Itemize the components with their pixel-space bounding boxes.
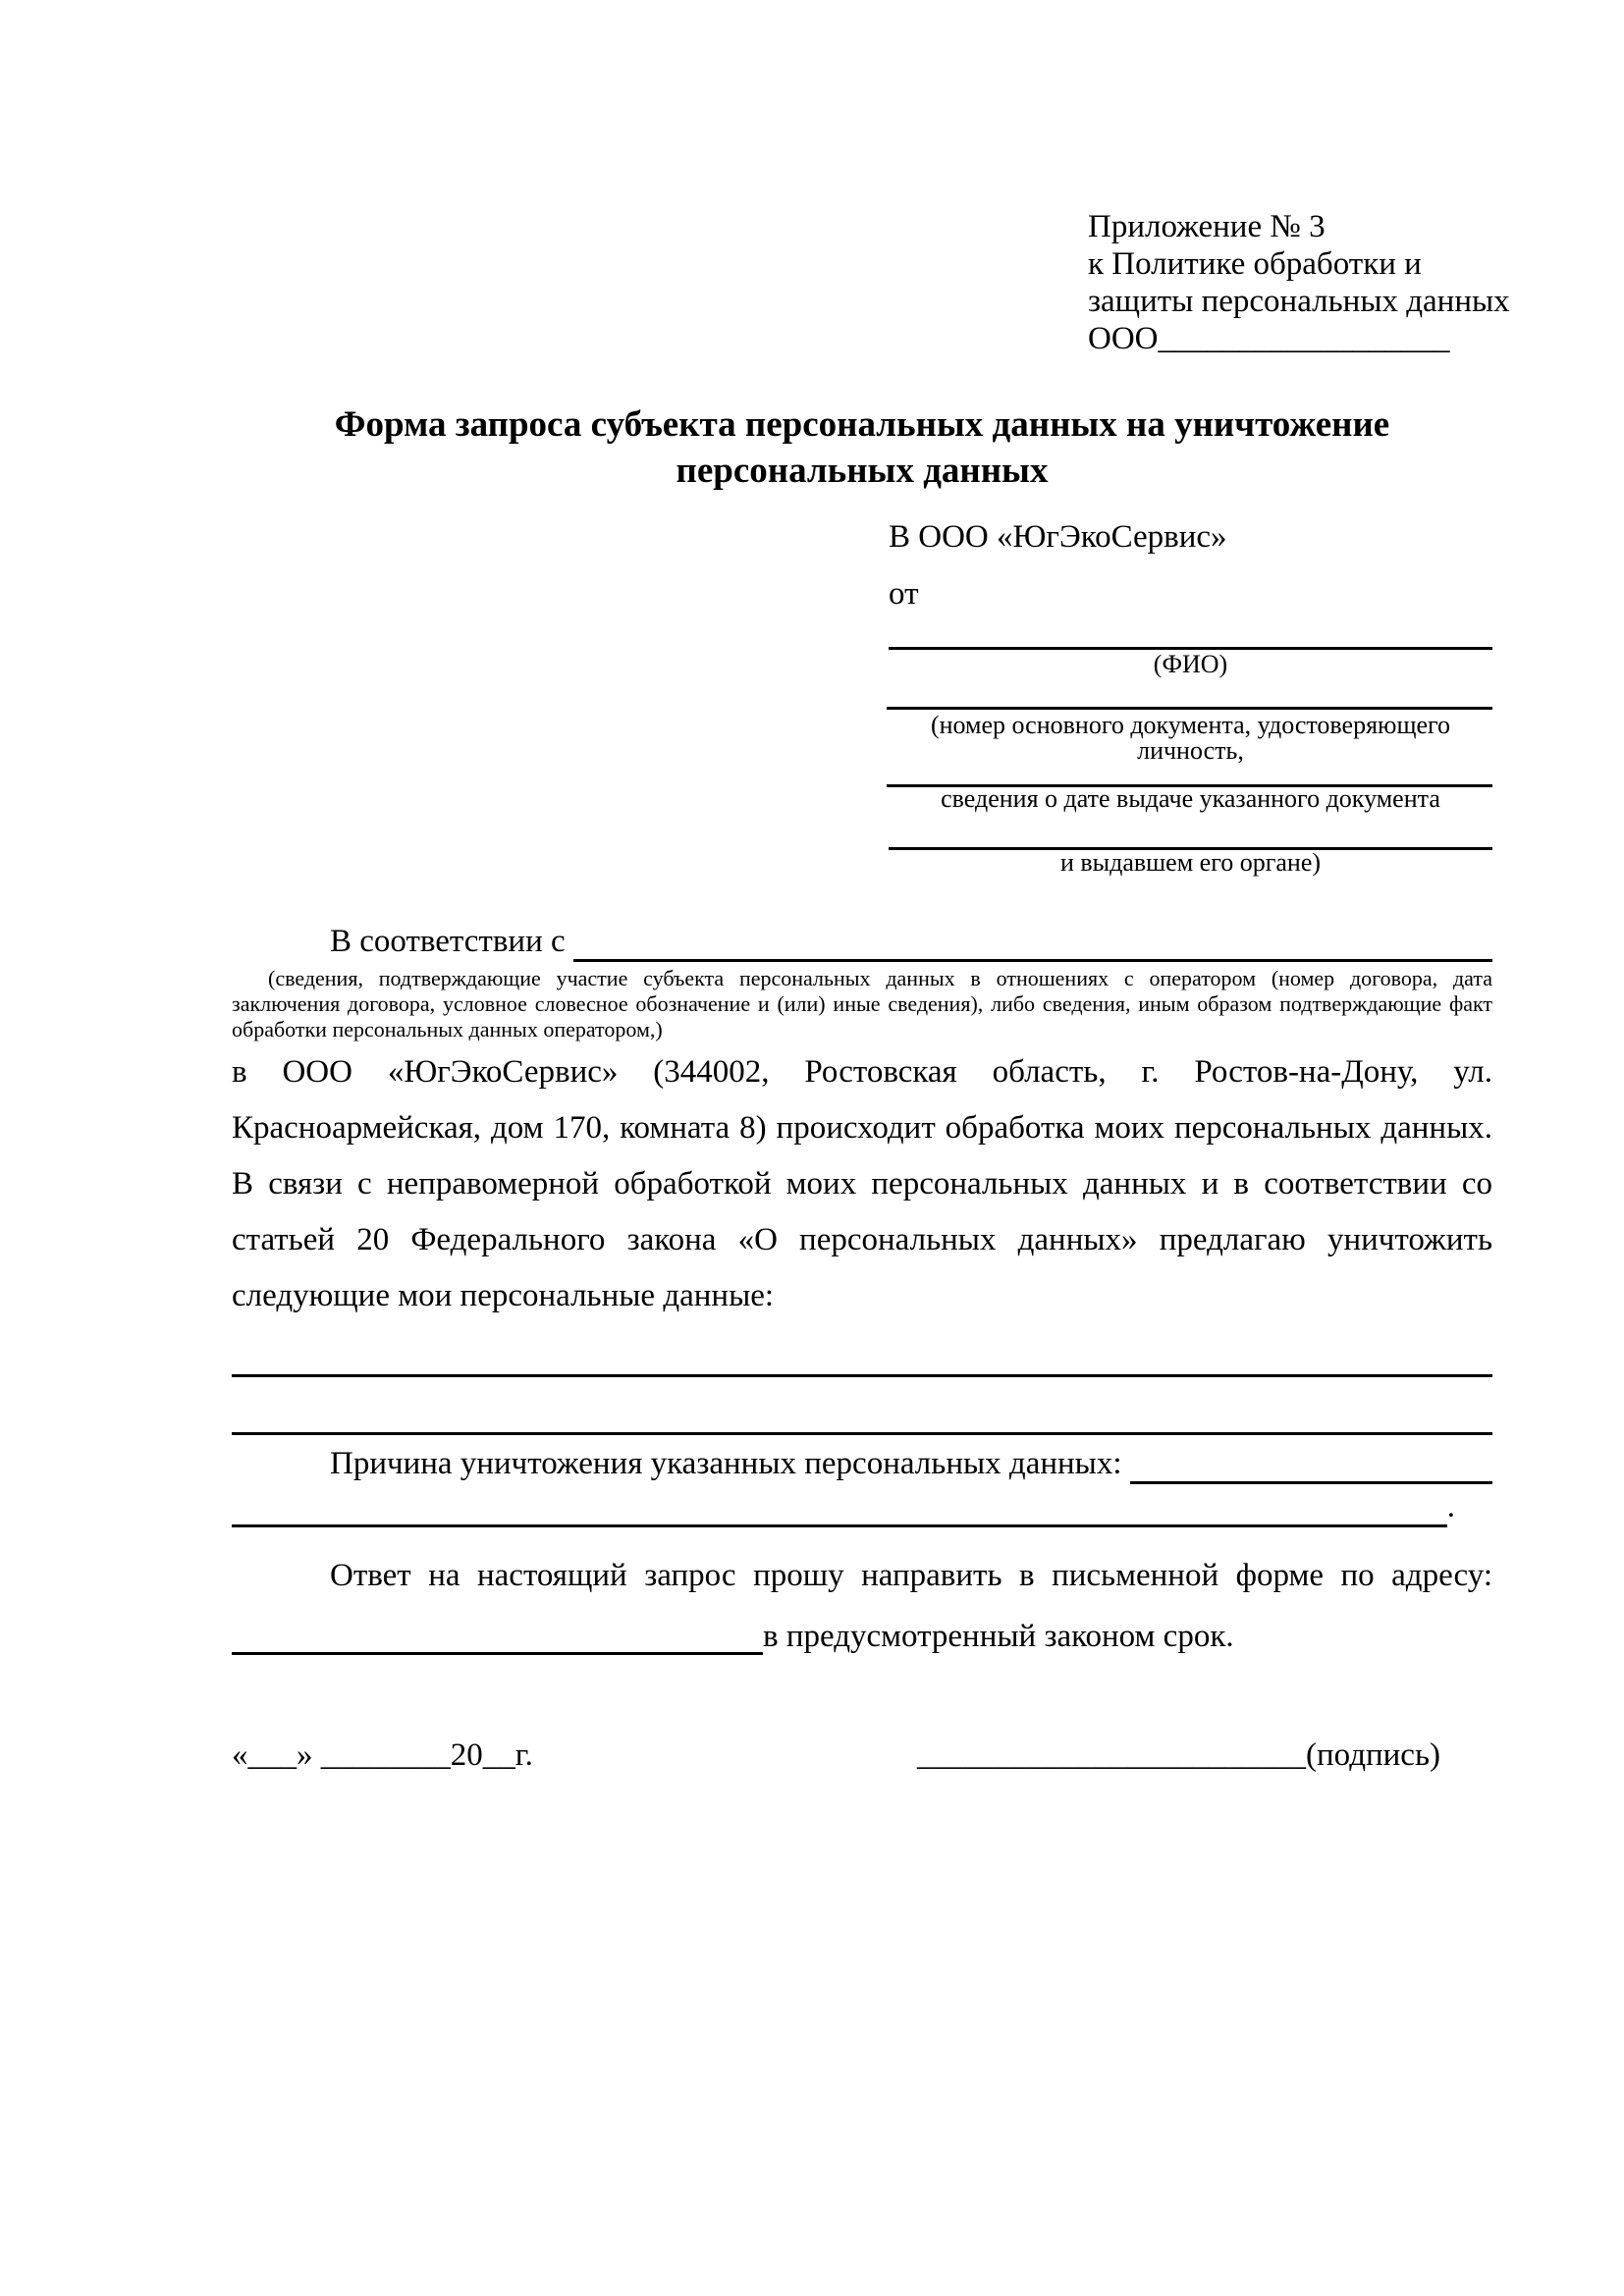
document-issue-date-caption: сведения о дате выдаче указанного документа (941, 784, 1440, 813)
fio-caption: (ФИО) (1153, 650, 1228, 678)
body-line: в ООО «ЮгЭкоСервис» (344002, Ростовская область, г. Ростов-на-Дону, ул. (232, 1054, 1492, 1090)
document-title-line-2: персональных данных (676, 451, 1049, 491)
reason-row (232, 1441, 1492, 1486)
appendix-line-2: к Политике обработки и (1088, 246, 1422, 282)
response-address-row (232, 1614, 1492, 1659)
document-issuer-caption: и выдавшем его органе) (1059, 848, 1322, 877)
accordance-fill-line (573, 919, 1492, 962)
reason-period: . (1446, 1489, 1455, 1524)
reason-fill-line-2 (232, 1484, 1447, 1527)
accordance-note-line-3: обработки персональных данных оператором,) (232, 1017, 663, 1041)
date-blank: «___» ________20__г. (232, 1737, 533, 1773)
appendix-line-1: Приложение № 3 (1088, 209, 1326, 244)
document-number-fill-line (887, 707, 1492, 710)
accordance-space (566, 919, 573, 964)
reason-space (1122, 1441, 1130, 1486)
address-fill-line (232, 1614, 763, 1655)
appendix-company-blank: ООО__________________ (1088, 321, 1450, 356)
addressee-from: от (889, 576, 919, 612)
addressee-to: В ООО «ЮгЭкоСервис» (889, 519, 1227, 555)
response-line-2: в предусмотренный законом срок. (763, 1619, 1234, 1654)
accordance-lead: В соответствии с (330, 924, 566, 959)
response-paragraph (232, 1548, 1492, 1604)
document-number-caption: (номер основного документа, удостоверяющего личность, (930, 711, 1451, 765)
accordance-note-line-2: заключения договора, условное словесное обозначение и (или) иные сведения), либо сведения, иным образом подтверждающие факт (232, 991, 1492, 1016)
body-paragraph (232, 1044, 1492, 1324)
response-line-1: Ответ на настоящий запрос прошу направить в письменной форме по адресу: (330, 1558, 1492, 1593)
document-title (232, 401, 1492, 494)
body-line: статьей 20 Федерального закона «О персональных данных» предлагаю уничтожить (232, 1222, 1492, 1257)
reason-label: Причина уничтожения указанных персональных данных: (330, 1446, 1122, 1481)
signature-blank: ________________________(подпись) (917, 1737, 1440, 1773)
accordance-row (232, 919, 1492, 964)
appendix-line-3: защиты персональных данных (1088, 284, 1510, 319)
personal-data-fill-line-2 (232, 1432, 1492, 1435)
document-title-line-1: Форма запроса субъекта персональных данных на уничтожение (334, 404, 1390, 445)
accordance-note (232, 966, 1492, 1042)
reason-continuation-row (232, 1484, 1492, 1529)
body-line: следующие мои персональные данные: (232, 1278, 775, 1313)
personal-data-fill-line-1 (232, 1374, 1492, 1377)
body-line: В связи с неправомерной обработкой моих персональных данных и в соответствии со (232, 1166, 1492, 1201)
body-line: Красноармейская, дом 170, комната 8) происходит обработка моих персональных данных. (232, 1110, 1492, 1146)
accordance-note-line-1: (сведения, подтверждающие участие субъекта персональных данных в отношениях с оператором (номер договора, дата (268, 966, 1492, 990)
appendix-block (1088, 208, 1520, 357)
reason-fill-line (1130, 1441, 1492, 1484)
